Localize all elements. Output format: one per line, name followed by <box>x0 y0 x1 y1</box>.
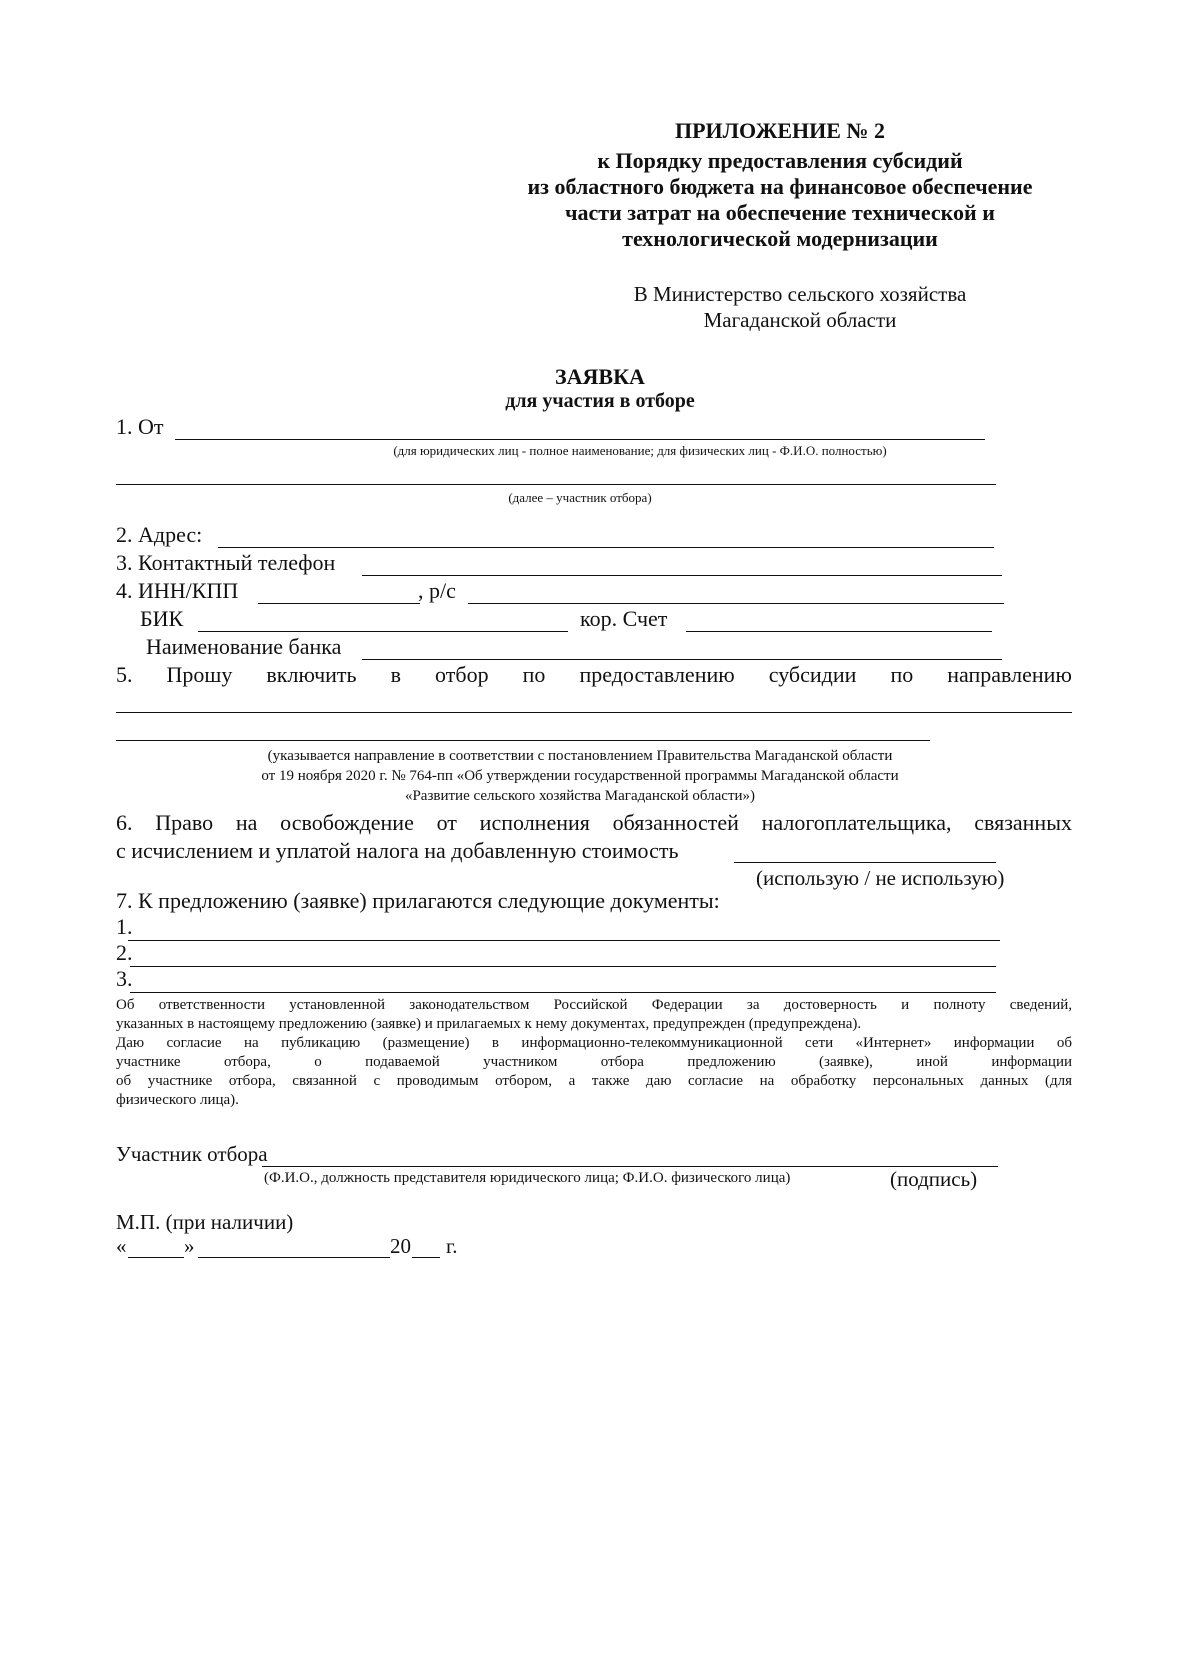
address-field[interactable] <box>218 547 994 548</box>
document-field-2[interactable] <box>130 966 996 967</box>
bank-name-field[interactable] <box>362 659 1002 660</box>
participant-field[interactable] <box>262 1166 998 1167</box>
legal-line: участнике отбора, о подаваемой участником отбора предложению (заявке), иной информации <box>116 1054 1072 1070</box>
participant-hint: (Ф.И.О., должность представителя юридического лица; Ф.И.О. физического лица) <box>264 1170 791 1186</box>
doc-number-3: 3. <box>116 966 133 991</box>
item5-hint-line-3: «Развитие сельского хозяйства Магаданской области») <box>404 788 756 804</box>
item5-word: по <box>890 662 914 687</box>
signature-hint: (подпись) <box>890 1167 978 1191</box>
phone-field[interactable] <box>362 575 1002 576</box>
document-field-3[interactable] <box>130 992 996 993</box>
item5-word: субсидии <box>768 662 857 687</box>
item6-line-1: 6. Право на освобождение от исполнения обязанностей налогоплательщика, связанных <box>116 810 1072 835</box>
item1-label: 1. От <box>116 414 164 439</box>
date-close-quote: » <box>184 1234 195 1258</box>
direction-field[interactable] <box>116 712 1072 713</box>
item1-hint: (для юридических лиц - полное наименование; для физических лиц - Ф.И.О. полностью) <box>393 443 887 458</box>
date-suffix: г. <box>446 1234 458 1258</box>
item5-word: отбор <box>435 662 489 687</box>
legal-line: указанных в настоящему предложению (заявке) и прилагаемых к нему документах, предупрежден (предупреждена). <box>116 1016 862 1032</box>
addressee-line-2: Магаданской области <box>703 308 897 332</box>
legal-text <box>116 996 1072 1110</box>
appendix-title: ПРИЛОЖЕНИЕ № 2 <box>674 118 886 143</box>
bik-label: БИК <box>140 606 184 631</box>
date-open-quote: « <box>116 1234 127 1258</box>
item5-word: предоставлению <box>579 662 735 687</box>
subtitle-line-4: технологической модернизации <box>622 226 938 251</box>
corr-account-field[interactable] <box>686 631 992 632</box>
date-year-field[interactable] <box>412 1257 440 1258</box>
item5-word: Прошу <box>166 662 233 687</box>
item3-label: 3. Контактный телефон <box>116 550 336 575</box>
form-title: ЗАЯВКА <box>555 364 645 389</box>
subtitle-line-1: к Порядку предоставления субсидий <box>597 148 963 173</box>
item5-word: включить <box>266 662 357 687</box>
date-month-field[interactable] <box>198 1257 390 1258</box>
item1-hint-participant: (далее – участник отбора) <box>508 490 652 505</box>
item5-word: направлению <box>947 662 1072 687</box>
legal-line: об участнике отбора, связанной с проводимым отбором, а также даю согласие на обработку персональных данных (для <box>116 1073 1072 1089</box>
document-field-1[interactable] <box>128 940 1000 941</box>
participant-label: Участник отбора <box>116 1142 268 1166</box>
item2-label: 2. Адрес: <box>116 522 203 547</box>
item6-hint: (использую / не использую) <box>756 866 1005 890</box>
item5-request <box>116 662 1072 688</box>
date-day-field[interactable] <box>128 1257 184 1258</box>
item6-line-2: с исчислением и уплатой налога на добавленную стоимость <box>116 838 679 863</box>
legal-line: физического лица). <box>116 1092 239 1108</box>
vat-exemption-field[interactable] <box>734 862 996 863</box>
doc-number-2: 2. <box>116 940 133 965</box>
subtitle-line-2: из областного бюджета на финансовое обеспечение <box>527 174 1033 199</box>
inn-kpp-field[interactable] <box>258 603 420 604</box>
stamp-label: М.П. (при наличии) <box>116 1210 294 1234</box>
direction-field-continued[interactable] <box>116 740 930 741</box>
bik-field[interactable] <box>198 631 568 632</box>
item5-word: в <box>390 662 401 687</box>
item4-label: 4. ИНН/КПП <box>116 578 239 603</box>
date-century: 20 <box>390 1234 411 1258</box>
corr-account-label: кор. Счет <box>580 606 668 631</box>
item1-field-continued[interactable] <box>116 484 996 485</box>
addressee-line-1: В Министерство сельского хозяйства <box>633 282 967 306</box>
item5-word: по <box>522 662 546 687</box>
bank-name-label: Наименование банка <box>146 634 342 659</box>
account-label: , р/с <box>418 578 456 603</box>
item1-field[interactable] <box>175 439 985 440</box>
item5-hint-line-2: от 19 ноября 2020 г. № 764-пп «Об утверждении государственной программы Магаданской области <box>261 768 899 784</box>
legal-line: Об ответственности установленной законодательством Российской Федерации за достоверность и полноту сведений, <box>116 997 1072 1013</box>
item5-hint-line-1: (указывается направление в соответствии с постановлением Правительства Магаданской области <box>267 748 893 764</box>
item7-label: 7. К предложению (заявке) прилагаются следующие документы: <box>116 888 720 913</box>
item5-word: 5. <box>116 662 133 687</box>
subtitle-line-3: части затрат на обеспечение технической и <box>565 200 995 225</box>
doc-number-1: 1. <box>116 914 133 939</box>
account-field[interactable] <box>468 603 1004 604</box>
form-subtitle: для участия в отборе <box>505 390 695 412</box>
legal-line: Даю согласие на публикацию (размещение) в информационно-телекоммуникационной сети «Интернет» информации об <box>116 1035 1072 1051</box>
